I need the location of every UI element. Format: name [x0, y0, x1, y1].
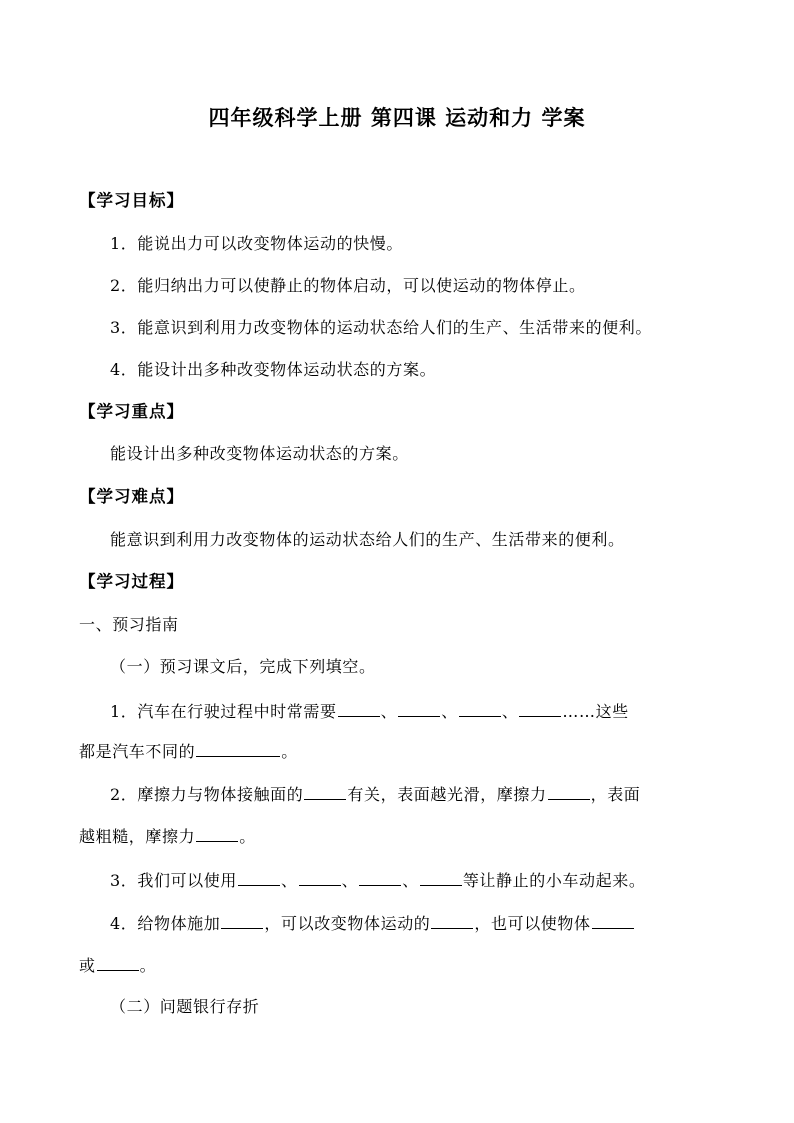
fill-blank[interactable]	[299, 870, 341, 886]
question-4-text-b: ，可以改变物体运动的	[264, 914, 431, 933]
fill-blank[interactable]	[519, 701, 561, 717]
document-title: 四年级科学上册 第四课 运动和力 学案	[208, 105, 586, 130]
separator: 、	[501, 702, 519, 721]
question-4-line-1	[110, 913, 635, 935]
question-2-line-1	[110, 784, 640, 806]
objective-item-3: 3．能意识到利用力改变物体的运动状态给人们的生产、生活带来的便利。	[110, 318, 652, 337]
question-2-text-c: ，表面	[590, 785, 641, 804]
separator: 、	[341, 871, 359, 890]
separator: 、	[402, 871, 419, 890]
key-points-heading: 【学习重点】	[79, 402, 184, 421]
question-3-text-b: 等让静止的小车动起来。	[462, 871, 646, 890]
process-heading: 【学习过程】	[79, 572, 184, 591]
fill-blank[interactable]	[196, 741, 280, 757]
separator: 、	[441, 702, 458, 721]
question-4-text-a: 4．给物体施加	[110, 914, 221, 933]
question-1-line-2	[79, 741, 298, 763]
question-4-text-d: 或	[79, 956, 96, 975]
fill-blank[interactable]	[398, 701, 440, 717]
objective-item-2: 2．能归纳出力可以使静止的物体启动，可以使运动的物体停止。	[110, 276, 586, 295]
question-2-text-b: 有关，表面越光滑，摩擦力	[347, 785, 547, 804]
fill-blank[interactable]	[238, 870, 280, 886]
question-4-text-e: 。	[139, 956, 157, 975]
question-4-line-2	[79, 955, 156, 977]
question-3-line-1	[110, 870, 645, 892]
objective-item-1: 1．能说出力可以改变物体运动的快慢。	[110, 234, 403, 253]
question-2-line-2	[79, 826, 256, 848]
difficulties-heading: 【学习难点】	[79, 487, 184, 506]
question-2-text-d: 越粗糙，摩擦力	[79, 827, 196, 846]
objective-item-4: 4．能设计出多种改变物体运动状态的方案。	[110, 360, 437, 379]
key-points-text: 能设计出多种改变物体运动状态的方案。	[110, 444, 409, 463]
question-1-text-c: 都是汽车不同的	[79, 742, 196, 761]
question-1-text-a: 1．汽车在行驶过程中时常需要	[110, 702, 337, 721]
fill-blank[interactable]	[548, 784, 590, 800]
question-2-text-a: 2．摩擦力与物体接触面的	[110, 785, 304, 804]
fill-blank[interactable]	[338, 701, 380, 717]
fill-blank[interactable]	[221, 913, 263, 929]
fill-blank[interactable]	[359, 870, 401, 886]
separator: 、	[380, 702, 398, 721]
fill-blank[interactable]	[97, 955, 139, 971]
question-1-text-b: ……这些	[562, 702, 629, 721]
fill-blank[interactable]	[196, 826, 238, 842]
fill-blank[interactable]	[592, 913, 634, 929]
fill-blank[interactable]	[304, 784, 346, 800]
question-1-line-1	[110, 701, 629, 723]
section-preview-guide: 一、预习指南	[79, 615, 179, 634]
question-2-text-e: 。	[239, 827, 256, 846]
fill-blank[interactable]	[431, 913, 473, 929]
objectives-heading: 【学习目标】	[79, 191, 184, 210]
difficulties-text: 能意识到利用力改变物体的运动状态给人们的生产、生活带来的便利。	[110, 530, 625, 549]
subsection-question-bank: （二）问题银行存折	[110, 997, 260, 1016]
subsection-fill-in: （一）预习课文后，完成下列填空。	[110, 657, 376, 676]
question-3-text-a: 3．我们可以使用	[110, 871, 237, 890]
separator: 、	[280, 871, 298, 890]
fill-blank[interactable]	[459, 701, 501, 717]
question-1-text-d: 。	[281, 742, 298, 761]
question-4-text-c: ，也可以使物体	[474, 914, 591, 933]
fill-blank[interactable]	[420, 870, 462, 886]
